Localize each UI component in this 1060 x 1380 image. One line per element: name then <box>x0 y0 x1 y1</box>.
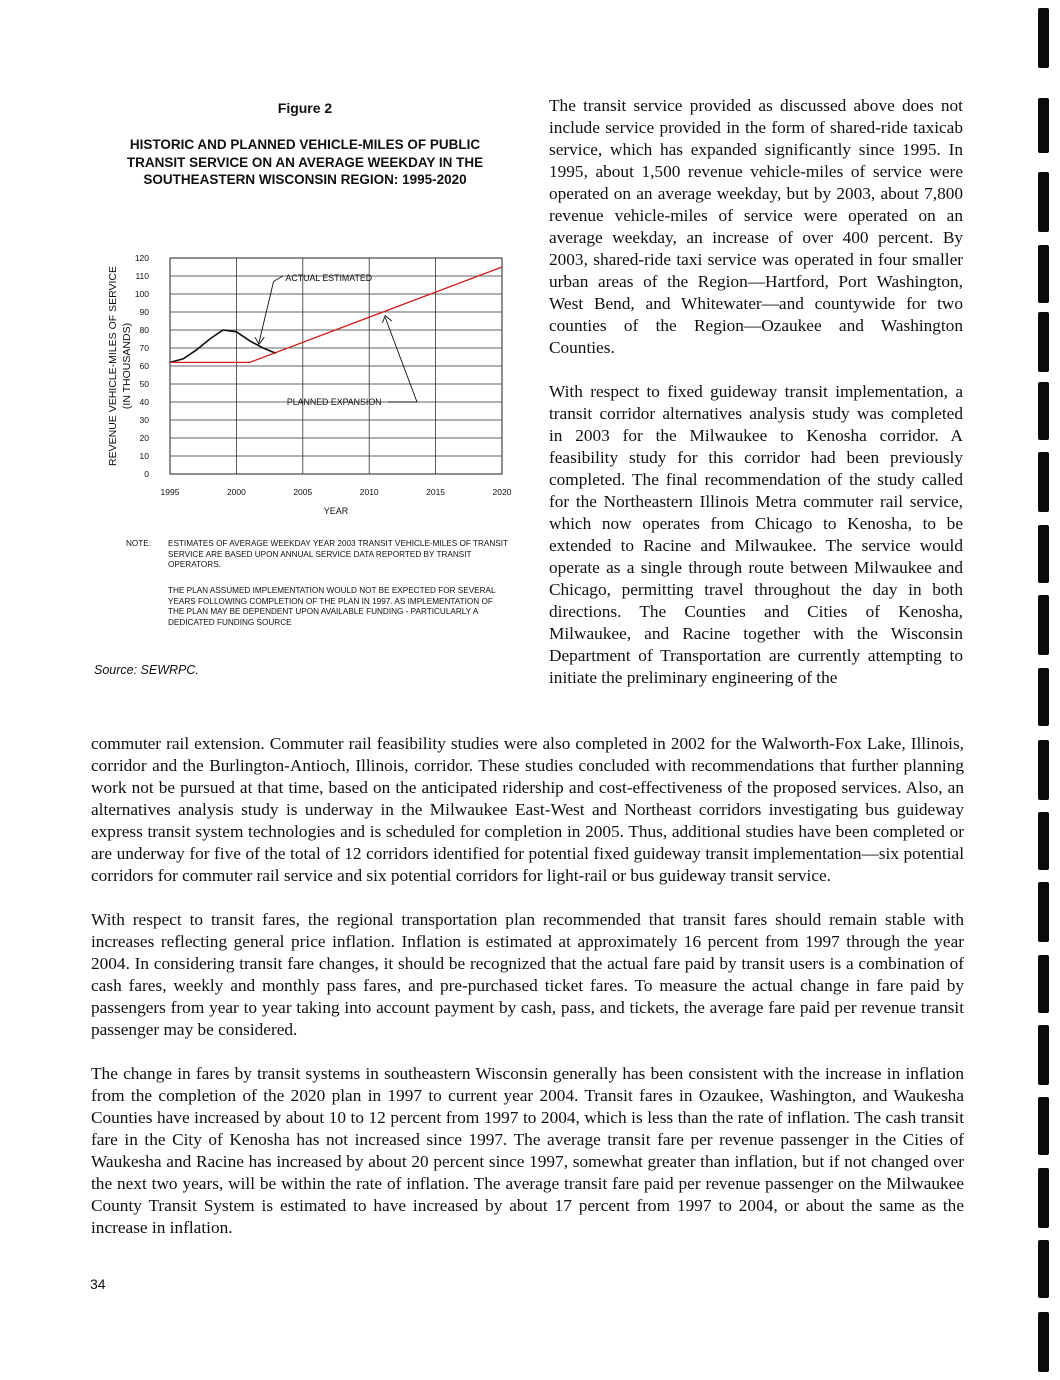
x-tick-label: 2005 <box>293 487 313 497</box>
paragraph-fare-changes: The change in fares by transit systems in southeastern Wisconsin generally has been consistent with the increase in inflation from the completion of the 2020 plan in 1997 to current year 2004. Transit fares in Ozaukee, Washington, and Waukesha Counties have increased by about 10 to 12 percent from 1997 to 2004, which is less than the rate of inflation. The cash transit fare in the City of Kenosha has not increased since 1997. The average transit fare per revenue passenger in the Cities of Waukesha and Racine has increased by about 20 percent since 1997, somewhat greater than inflation, but if not changed over the next two years, will be within the rate of inflation. The average transit fare paid per revenue passenger on the Milwaukee County Transit System is estimated to have increased by about 17 percent from 1997 to 2004, or about the same as the increase in inflation. <box>91 1064 964 1237</box>
y-tick-label: 10 <box>139 451 149 461</box>
y-tick-label: 120 <box>134 253 149 263</box>
y-tick-label: 100 <box>134 289 149 299</box>
scan-mark <box>1038 1240 1049 1298</box>
scan-mark <box>1038 245 1049 303</box>
figure-source: Source: SEWRPC. <box>94 663 199 677</box>
actual-estimated-line <box>170 330 276 362</box>
y-tick-label: 70 <box>139 343 149 353</box>
x-tick-label: 2015 <box>426 487 446 497</box>
paragraph-taxi-service: The transit service provided as discussed above does not include service provided in the form of shared-ride taxicab service, which has expanded significantly since 1995. In 1995, about 1,500 revenue vehicle-miles of service were operated on an average weekday, but by 2003, about 7,800 revenue vehicle-miles of service were operated on an average weekday, an increase of over 400 percent. By 2003, shared-ride taxi service was operated in four smaller urban areas of the Region—Hartford, Port Washington, West Bend, and Whitewater—and countywide for two counties of the Region—Ozaukee and Washington Counties. <box>549 96 963 357</box>
scan-edge-marks <box>1030 0 1060 1380</box>
note-text-1: ESTIMATES OF AVERAGE WEEKDAY YEAR 2003 TRANSIT VEHICLE-MILES OF TRANSIT SERVICE ARE BASED UPON ANNUAL SERVICE DATA REPORTED BY TRANSIT OPERATORS. <box>168 539 508 570</box>
annotation-planned-expansion: PLANNED EXPANSION <box>286 397 382 407</box>
scan-mark <box>1038 8 1049 68</box>
scan-mark <box>1038 1097 1049 1155</box>
y-tick-label: 30 <box>139 415 149 425</box>
x-tick-label: 1995 <box>160 487 180 497</box>
y-tick-label: 40 <box>139 397 149 407</box>
y-tick-label: 80 <box>139 325 149 335</box>
scan-mark <box>1038 595 1049 655</box>
annotation-actual-estimated: ACTUAL ESTIMATED <box>285 273 373 283</box>
y-axis-label: REVENUE VEHICLE-MILES OF SERVICE <box>107 266 119 466</box>
scan-mark <box>1038 740 1049 800</box>
scan-mark <box>1038 452 1049 512</box>
scan-mark <box>1038 668 1049 726</box>
scan-mark <box>1038 98 1049 153</box>
paragraph-fixed-guideway: With respect to fixed guideway transit implementation, a transit corridor alternatives analysis study was completed in 2003 for the Milwaukee to Kenosha corridor. A feasibility study for this corridor had been previously completed. The final recommendation of the study called for the Northeastern Illinois Metra commuter rail service, which now operates from Chicago to Kenosha, to be extended to Racine and Milwaukee. The service would operate as a single through route between Milwaukee and Chicago, permitting travel throughout the day in both directions. The Counties and Cities of Kenosha, Milwaukee, and Racine together with the Wisconsin Department of Transportation are currently attempting to initiate the preliminary engineering of the <box>549 382 963 687</box>
x-axis-label: YEAR <box>323 506 349 516</box>
annotation-leader-actual <box>259 276 283 343</box>
full-width-text <box>91 733 964 1261</box>
x-tick-label: 2000 <box>226 487 246 497</box>
y-axis-label-units: (IN THOUSANDS) <box>121 322 133 410</box>
y-tick-label: 60 <box>139 361 149 371</box>
y-tick-label: 50 <box>139 379 149 389</box>
scan-mark <box>1038 382 1049 440</box>
y-tick-label: 20 <box>139 433 149 443</box>
x-tick-label: 2010 <box>359 487 379 497</box>
scan-mark <box>1038 955 1049 1013</box>
note-label: NOTE: <box>126 539 152 548</box>
vehicle-miles-chart <box>80 96 530 526</box>
scan-mark <box>1038 1025 1049 1085</box>
y-tick-label: 90 <box>139 307 149 317</box>
scan-mark <box>1038 882 1049 942</box>
scan-mark <box>1038 172 1049 232</box>
scan-mark <box>1038 1312 1049 1372</box>
figure-title: HISTORIC AND PLANNED VEHICLE-MILES OF PUBLIC TRANSIT SERVICE ON AN AVERAGE WEEKDAY IN THE SOUTHEASTERN WISCONSIN REGION: 1995-2020 <box>126 137 484 187</box>
figure-label: Figure 2 <box>277 100 333 116</box>
page-number: 34 <box>90 1276 106 1292</box>
scan-mark <box>1038 525 1049 583</box>
scan-mark <box>1038 812 1049 870</box>
scan-mark <box>1038 1168 1049 1228</box>
paragraph-transit-fares: With respect to transit fares, the regional transportation plan recommended that transit fares should remain stable with increases reflecting general price inflation. Inflation is estimated at approximately 16 percent from 1997 through the year 2004. In considering transit fare changes, it should be recognized that the actual fare paid by transit users is a combination of cash fares, weekly and monthly pass fares, and pre-purchased ticket fares. To measure the actual change in fare paid by passengers from year to year taking into account payment by cash, pass, and tickets, the average fare paid per revenue transit passenger may be considered. <box>91 910 964 1039</box>
paragraph-commuter-rail: commuter rail extension. Commuter rail feasibility studies were also completed in 2002 for the Walworth-Fox Lake, Illinois, corridor and the Burlington-Antioch, Illinois, corridor. These studies concluded with recommendations that further planning work not be pursued at that time, based on the anticipated ridership and cost-effectiveness of the proposed services. Also, an alternatives analysis study is underway in the Milwaukee East-West and Northeast corridors investigating bus guideway express transit system technologies and is scheduled for completion in 2005. Thus, additional studies have been completed or are underway for five of the total of 12 corridors identified for potential fixed guideway transit implementation—six potential corridors for commuter rail service and six potential corridors for light-rail or bus guideway transit service. <box>91 734 964 885</box>
note-text-2: THE PLAN ASSUMED IMPLEMENTATION WOULD NOT BE EXPECTED FOR SEVERAL YEARS FOLLOWING COMPLETION OF THE PLAN IN 1997. AS IMPLEMENTATION OF THE PLAN MAY BE DEPENDENT UPON AVAILABLE FUNDING - PARTICULARLY A DEDICATED FUNDING SOURCE <box>168 586 496 627</box>
y-tick-label: 0 <box>144 469 149 479</box>
right-column-text <box>549 95 963 711</box>
x-tick-label: 2020 <box>492 487 512 497</box>
scan-mark <box>1038 312 1049 372</box>
y-tick-label: 110 <box>135 271 149 281</box>
